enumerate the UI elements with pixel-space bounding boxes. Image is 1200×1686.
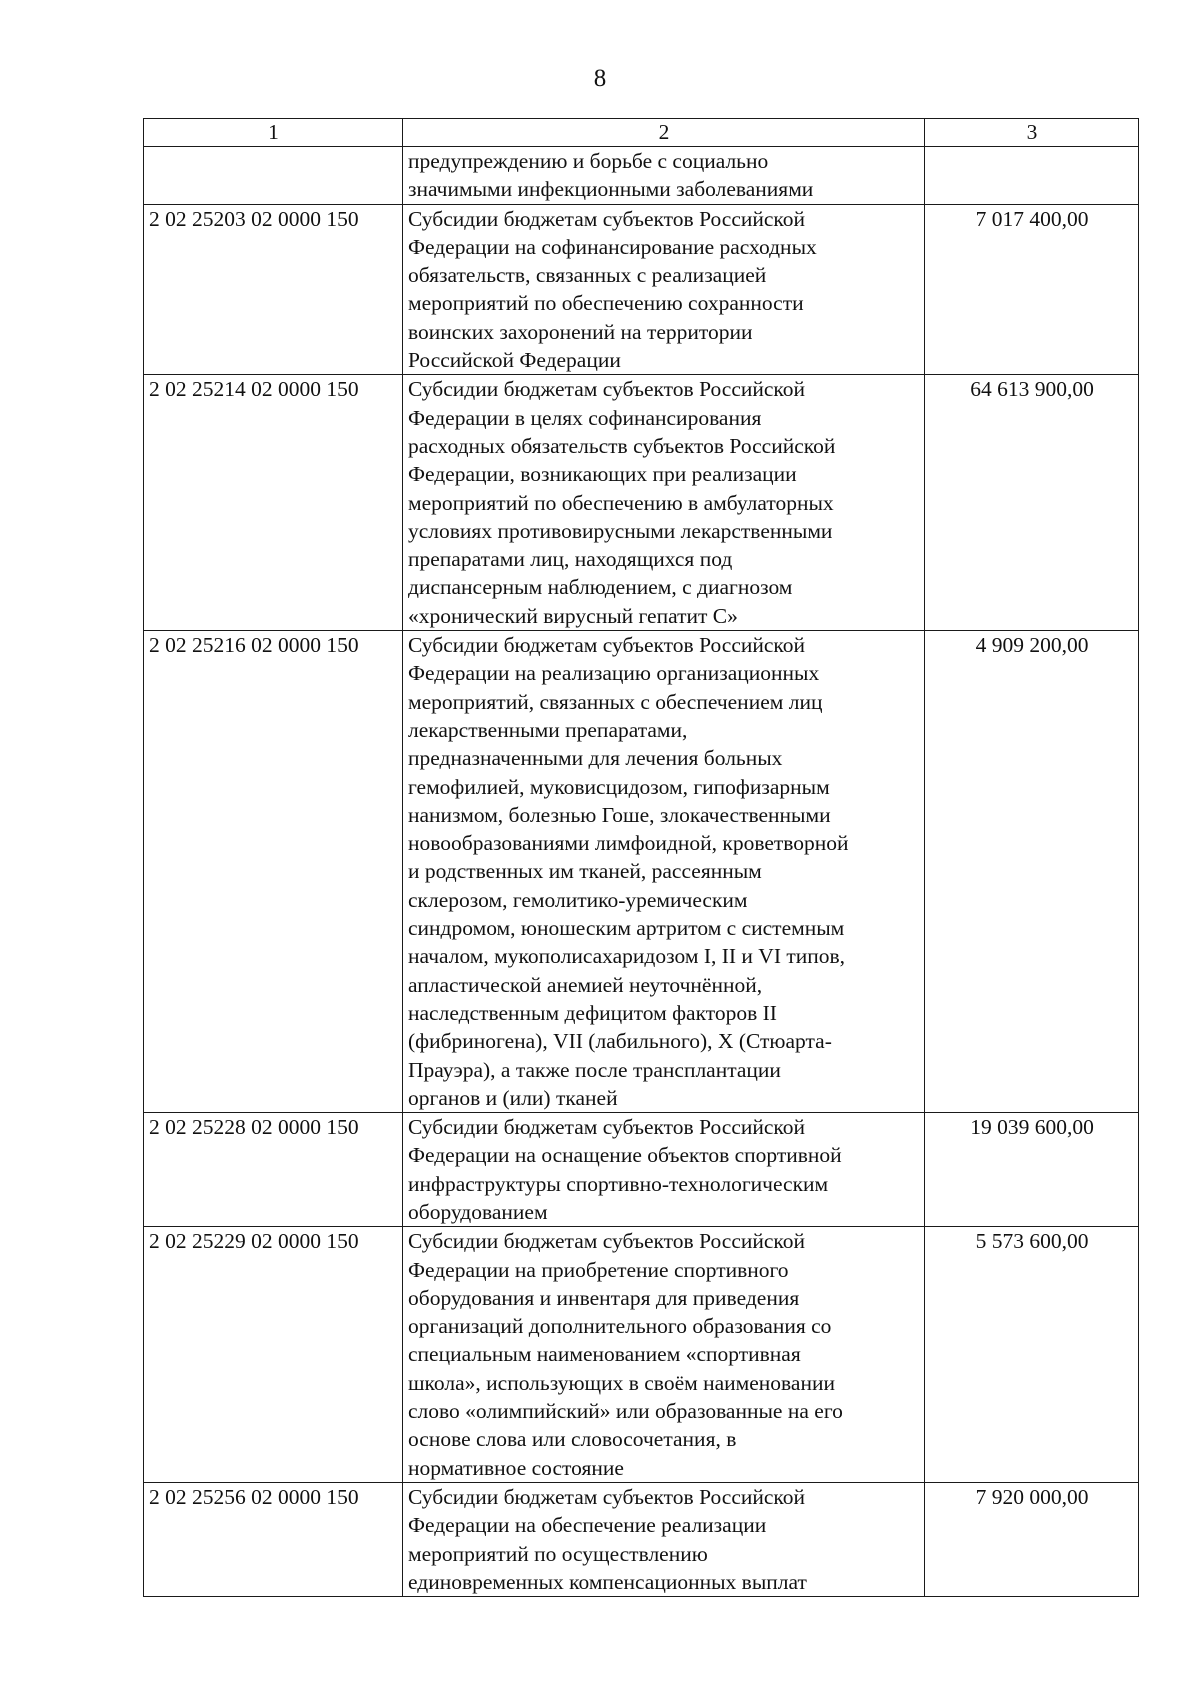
description-line: синдромом, юношеским артритом с системным: [408, 916, 845, 941]
description-line: Субсидии бюджетам субъектов Российской: [408, 206, 806, 231]
description-line: Субсидии бюджетам субъектов Российской: [408, 633, 806, 658]
description-line: органов и (или) тканей: [408, 1085, 618, 1110]
budget-table: [143, 118, 1139, 1597]
description-line: Федерации на приобретение спортивного: [408, 1257, 789, 1282]
description-line: Российской Федерации: [408, 348, 621, 373]
row-amount-cell: 7 920 000,00: [925, 1482, 1139, 1596]
column-header-amount: 3: [925, 119, 1139, 147]
description-line: Федерации в целях софинансирования: [408, 405, 762, 430]
description-line: Субсидии бюджетам субъектов Российской: [408, 377, 806, 402]
table-row: [144, 375, 1139, 631]
description-line: началом, мукополисахаридозом I, II и VI типов,: [408, 944, 846, 969]
description-line: единовременных компенсационных выплат: [408, 1569, 807, 1594]
description-line: основе слова или словосочетания, в: [408, 1427, 737, 1452]
row-description-cell: [403, 147, 925, 205]
description-line: новообразованиями лимфоидной, кроветворной: [408, 831, 849, 856]
description-line: специальным наименованием «спортивная: [408, 1342, 801, 1367]
description-line: наследственным дефицитом факторов II: [408, 1000, 777, 1025]
description-line: организаций дополнительного образования со: [408, 1314, 832, 1339]
row-code-cell: 2 02 25203 02 0000 150: [144, 204, 403, 375]
description-line: диспансерным наблюдением, с диагнозом: [408, 575, 793, 600]
description-line: мероприятий по обеспечению в амбулаторных: [408, 490, 834, 515]
table-row: [144, 204, 1139, 375]
row-description-cell: [403, 375, 925, 631]
row-code-cell: 2 02 25229 02 0000 150: [144, 1227, 403, 1483]
table-row: [144, 631, 1139, 1113]
description-line: Федерации на оснащение объектов спортивной: [408, 1143, 842, 1168]
description-line: инфраструктуры спортивно-технологическим: [408, 1171, 829, 1196]
row-description-cell: [403, 204, 925, 375]
description-line: воинских захоронений на территории: [408, 319, 753, 344]
row-amount-cell: 64 613 900,00: [925, 375, 1139, 631]
description-line: Федерации на реализацию организационных: [408, 661, 820, 686]
table-row: [144, 1227, 1139, 1483]
description-line: мероприятий по осуществлению: [408, 1541, 708, 1566]
row-code-cell: 2 02 25256 02 0000 150: [144, 1482, 403, 1596]
description-line: нанизмом, болезнью Гоше, злокачественными: [408, 802, 831, 827]
description-line: значимыми инфекционными заболеваниями: [408, 177, 814, 202]
description-line: нормативное состояние: [408, 1455, 624, 1480]
column-header-code: 1: [144, 119, 403, 147]
table-header-row: [144, 119, 1139, 147]
row-description-cell: [403, 1482, 925, 1596]
table-row: [144, 1482, 1139, 1596]
description-line: препаратами лиц, находящихся под: [408, 547, 733, 572]
row-amount-cell: 4 909 200,00: [925, 631, 1139, 1113]
description-line: лекарственными препаратами,: [408, 717, 688, 742]
description-line: школа», использующих в своём наименовании: [408, 1370, 835, 1395]
description-line: слово «олимпийский» или образованные на его: [408, 1399, 843, 1424]
description-line: предназначенными для лечения больных: [408, 746, 783, 771]
description-line: оборудованием: [408, 1199, 548, 1224]
description-line: мероприятий, связанных с обеспечением лиц: [408, 689, 823, 714]
description-line: обязательств, связанных с реализацией: [408, 263, 767, 288]
description-line: склерозом, гемолитико-уремическим: [408, 887, 748, 912]
row-code-cell: 2 02 25228 02 0000 150: [144, 1113, 403, 1227]
table-row: [144, 147, 1139, 205]
description-line: Федерации на обеспечение реализации: [408, 1513, 767, 1538]
description-line: (фибриногена), VII (лабильного), X (Стюарта-: [408, 1029, 832, 1054]
row-description-cell: [403, 631, 925, 1113]
row-code-cell: 2 02 25214 02 0000 150: [144, 375, 403, 631]
description-line: Субсидии бюджетам субъектов Российской: [408, 1115, 806, 1140]
row-amount-cell: 5 573 600,00: [925, 1227, 1139, 1483]
description-line: Федерации на софинансирование расходных: [408, 234, 817, 259]
description-line: расходных обязательств субъектов Российской: [408, 433, 836, 458]
description-line: оборудования и инвентаря для приведения: [408, 1285, 800, 1310]
description-line: условиях противовирусными лекарственными: [408, 518, 833, 543]
description-line: мероприятий по обеспечению сохранности: [408, 291, 804, 316]
row-description-cell: [403, 1113, 925, 1227]
row-code-cell: [144, 147, 403, 205]
page-number: 8: [593, 65, 607, 92]
description-line: Субсидии бюджетам субъектов Российской: [408, 1484, 806, 1509]
row-amount-cell: 7 017 400,00: [925, 204, 1139, 375]
description-line: Прауэра), а также после трансплантации: [408, 1057, 781, 1082]
table-body: [144, 147, 1139, 1597]
description-line: Субсидии бюджетам субъектов Российской: [408, 1229, 806, 1254]
description-line: «хронический вирусный гепатит С»: [408, 603, 738, 628]
column-header-description: 2: [403, 119, 925, 147]
row-amount-cell: [925, 147, 1139, 205]
description-line: предупреждению и борьбе с социально: [408, 149, 769, 173]
description-line: апластической анемией неуточнённой,: [408, 972, 763, 997]
row-code-cell: 2 02 25216 02 0000 150: [144, 631, 403, 1113]
row-amount-cell: 19 039 600,00: [925, 1113, 1139, 1227]
row-description-cell: [403, 1227, 925, 1483]
description-line: гемофилией, муковисцидозом, гипофизарным: [408, 774, 830, 799]
description-line: Федерации, возникающих при реализации: [408, 462, 797, 487]
description-line: и родственных им тканей, рассеянным: [408, 859, 762, 884]
table-row: [144, 1113, 1139, 1227]
